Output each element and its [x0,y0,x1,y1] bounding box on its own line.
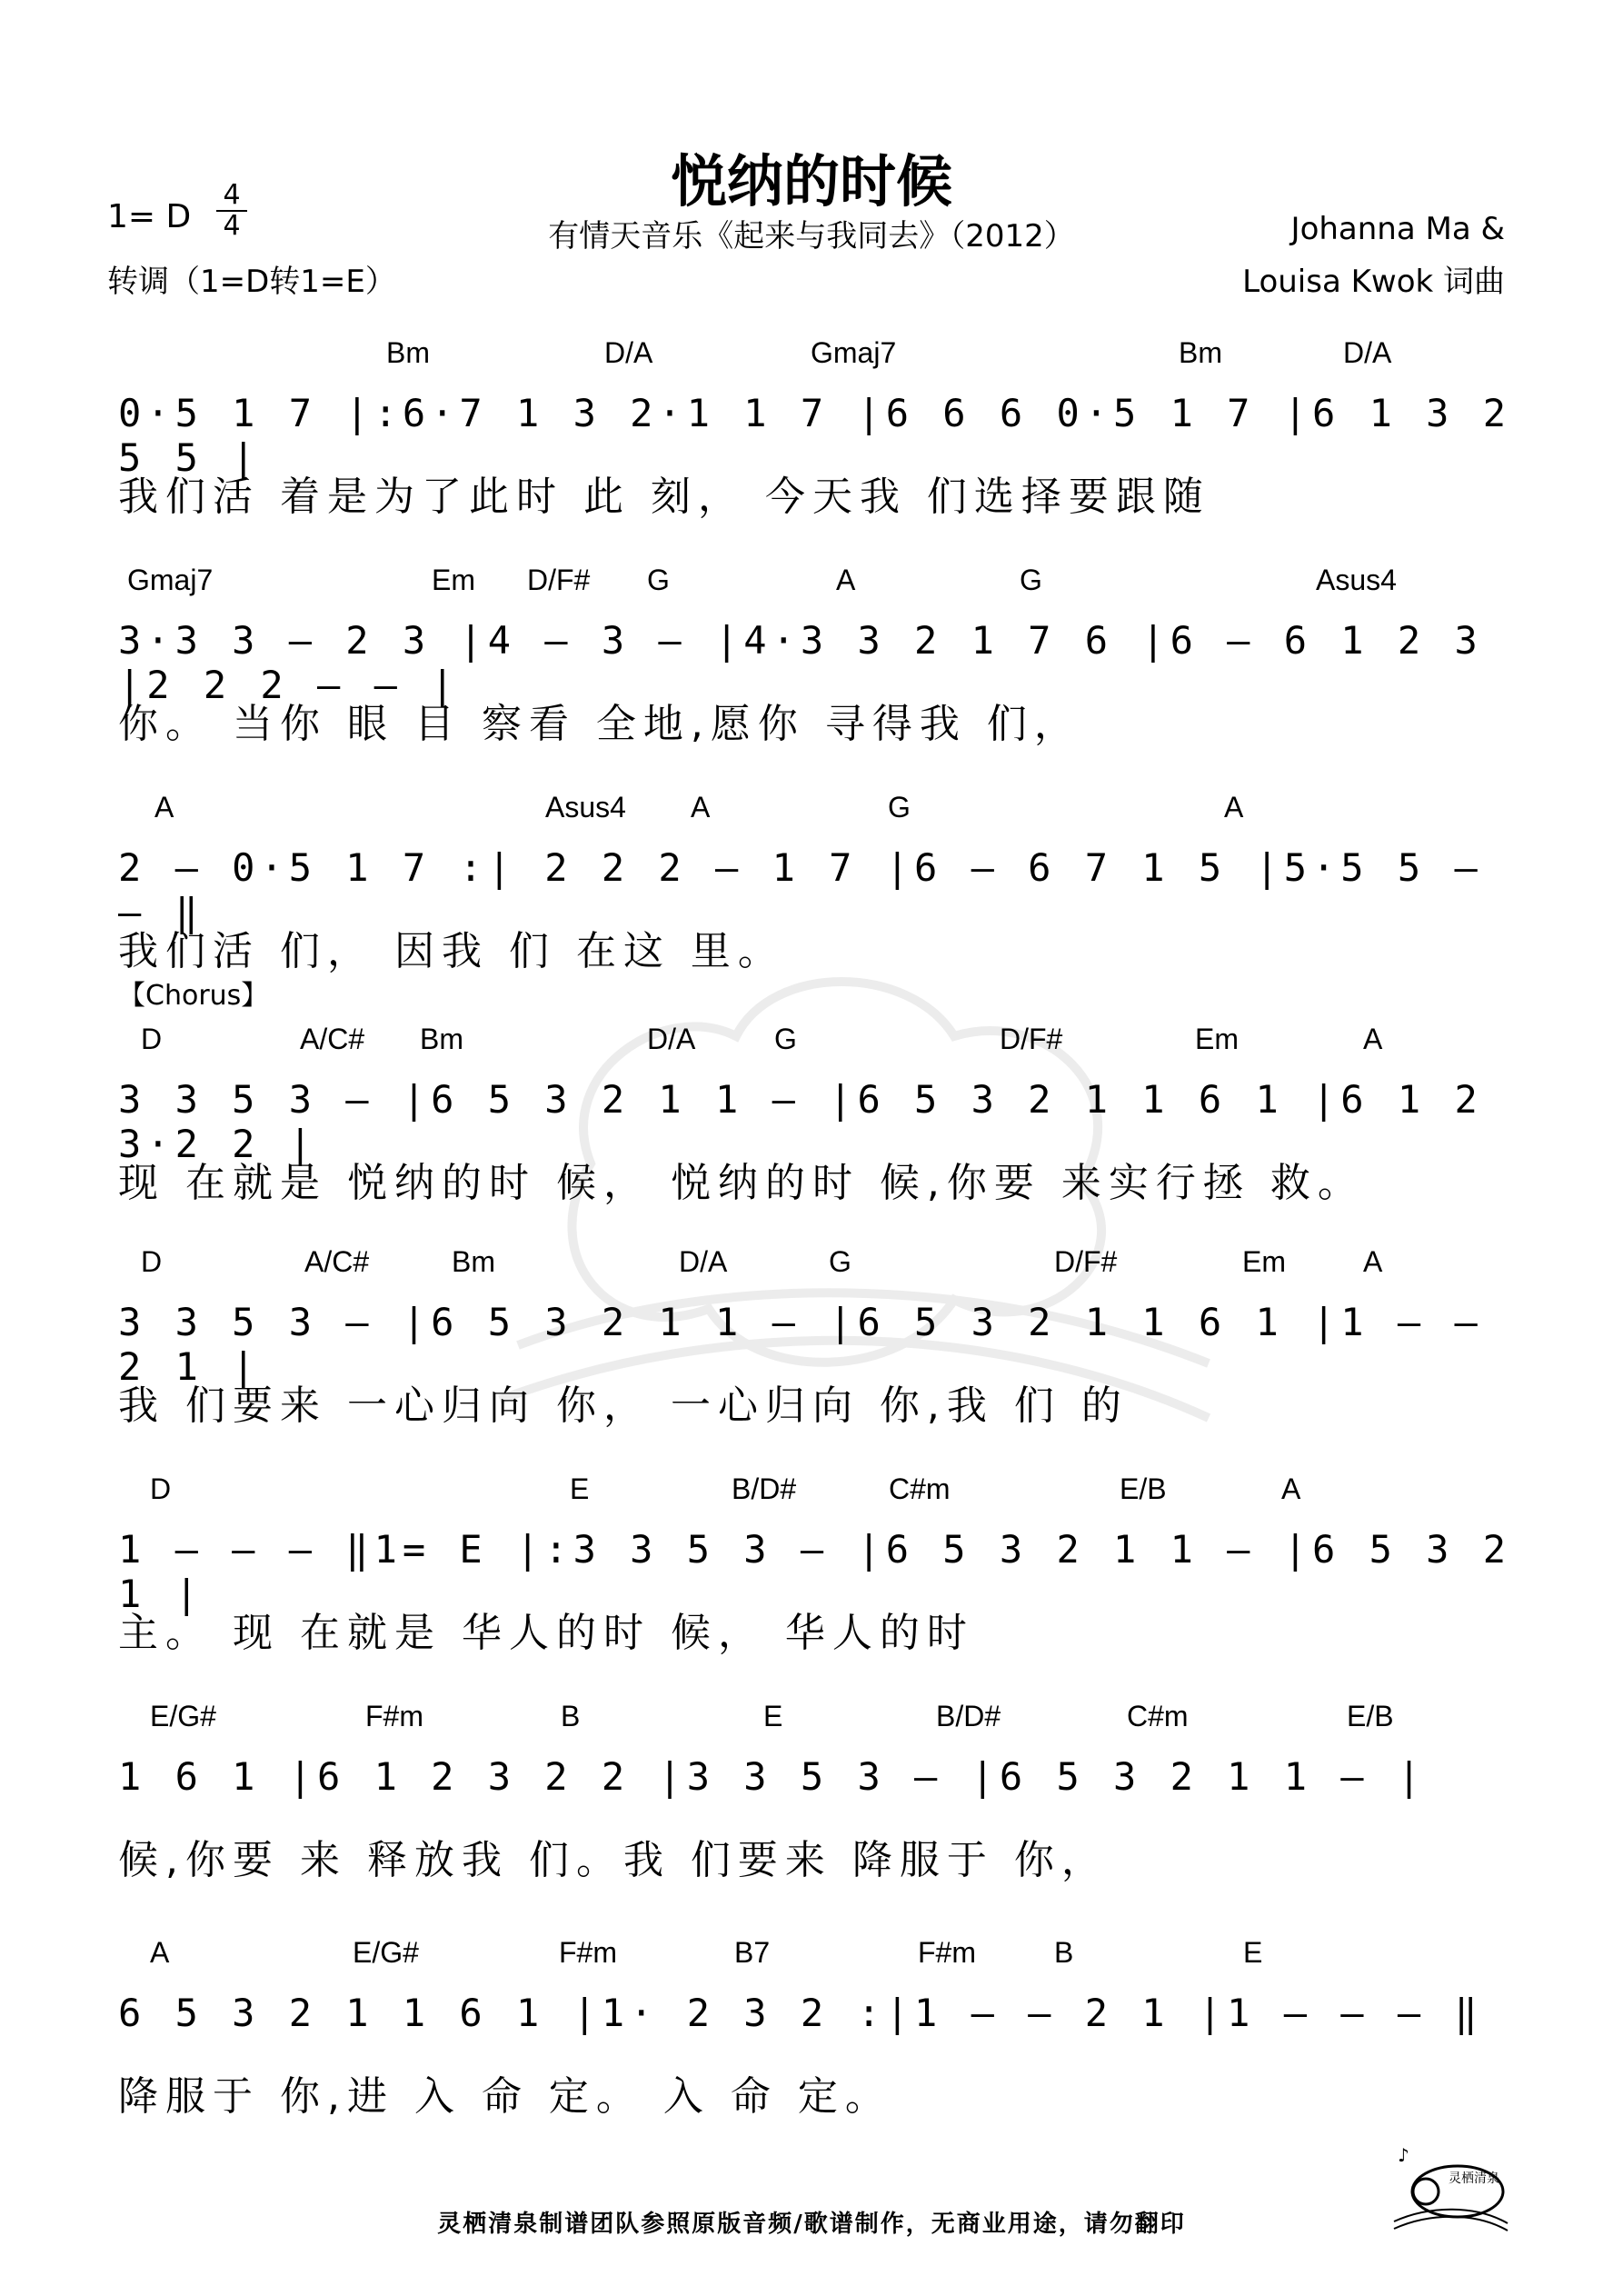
chord: A [1281,1472,1301,1505]
chord: E/B [1347,1700,1394,1732]
chord: A [691,791,711,824]
chord: D/F# [1000,1023,1063,1055]
chord: D/F# [1054,1245,1118,1278]
chord: Em [1195,1023,1239,1055]
svg-text:♪: ♪ [1398,2144,1409,2166]
chord: D/A [1343,336,1392,369]
chord: Em [432,564,475,596]
time-sig-top: 4 [223,179,241,211]
chord: G [888,791,911,824]
notation-line: 6 5 3 2 1 1 6 1 |1· 2 3 2 :|1 – – 2 1 |1 – – – ‖ [118,1991,1483,2035]
chord: B [1054,1936,1074,1969]
notation-line: 3 3 5 3 – |6 5 3 2 1 1 – |6 5 3 2 1 1 6 1 |6 1 2 3·2 2 | [118,1077,1483,1166]
chord: Asus4 [545,791,626,824]
notation-line: 3·3 3 – 2 3 |4 – 3 – |4·3 3 2 1 7 6 |6 – 6 1 2 3 |2 2 2 – – | [118,618,1483,707]
lyrics-line: 降服于 你,进 入 命 定。 入 命 定。 [118,2073,892,2120]
chord: Bm [452,1245,495,1278]
modulation-note: 转调（1=D转1=E） [107,264,396,300]
notation-line: 1 6 1 |6 1 2 3 2 2 |3 3 5 3 – |6 5 3 2 1 1 – | [118,1754,1427,1799]
chord: B7 [734,1936,771,1969]
lyrics-line: 我们活 们， 因我 们 在这 里。 [118,928,785,974]
chord: C#m [889,1472,951,1505]
chord: A [1363,1245,1383,1278]
chord: A/C# [300,1023,365,1055]
notation-line: 1 – – – ‖1= E |:3 3 5 3 – |6 5 3 2 1 1 – |6 5 3 2 1 | [118,1527,1512,1616]
chord: D/A [679,1245,728,1278]
song-title: 悦纳的时候 [670,148,952,215]
sheep-logo-icon [1385,2141,1512,2232]
chord: D [141,1245,163,1278]
chord: Bm [386,336,430,369]
chord: Bm [1179,336,1222,369]
chord: B/D# [732,1472,797,1505]
section-label: 【Chorus】 [118,980,269,1012]
chord: F#m [559,1936,617,1969]
chord: A/C# [304,1245,370,1278]
time-sig-bottom: 4 [223,210,241,242]
chord: Gmaj7 [127,564,214,596]
chord: E/G# [150,1700,216,1732]
chord: E/G# [353,1936,419,1969]
chord: A [154,791,174,824]
key-signature: 1= D [107,198,192,235]
chord: D/A [647,1023,696,1055]
source-credit: 有情天音乐《起来与我同去》（2012） [548,218,1075,255]
lyrics-line: 现 在就是 悦纳的时 候， 悦纳的时 候,你要 来实行拯 救。 [118,1160,1365,1206]
chord: B/D# [936,1700,1001,1732]
notation-line: 2 – 0·5 1 7 :| 2 2 2 – 1 7 |6 – 6 7 1 5 |5·5 5 – – ‖ [118,845,1483,934]
chord: F#m [365,1700,423,1732]
chord: E [1243,1936,1263,1969]
chord: E/B [1120,1472,1167,1505]
lyrics-line: 主。 现 在就是 华人的时 候， 华人的时 [118,1610,974,1656]
chord: Bm [420,1023,463,1055]
chord: G [774,1023,797,1055]
chord: G [1020,564,1042,596]
lyrics-line: 我们活 着是为了此时 此 刻， 今天我 们选择要跟随 [118,474,1210,520]
chord: A [1363,1023,1383,1055]
chord: D [150,1472,172,1505]
chord: D/F# [527,564,591,596]
lyrics-line: 候,你要 来 释放我 们。我 们要来 降服于 你， [118,1837,1109,1883]
chord: D/A [604,336,653,369]
footer-note: 灵栖清泉制谱团队参照原版音频/歌谱制作，无商业用途，请勿翻印 [437,2211,1186,2238]
chord: F#m [918,1936,976,1969]
chord: D [141,1023,163,1055]
chord: Em [1242,1245,1286,1278]
chord: E [570,1472,590,1505]
lyrics-line: 我 们要来 一心归向 你， 一心归向 你,我 们 的 [118,1383,1129,1429]
chord: A [150,1936,170,1969]
chord: B [561,1700,581,1732]
chord: Asus4 [1316,564,1397,596]
chord: G [829,1245,851,1278]
chord: G [647,564,670,596]
chord: Gmaj7 [811,336,897,369]
notation-line: 0·5 1 7 |:6·7 1 3 2·1 1 7 |6 6 6 0·5 1 7 |6 1 3 2 5 5 | [118,391,1512,480]
author-line-2: Louisa Kwok 词曲 [1242,264,1505,300]
author-line-1: Johanna Ma & [1290,211,1505,247]
chord: A [1224,791,1244,824]
lyrics-line: 你。 当你 眼 目 察看 全地,愿你 寻得我 们， [118,701,1081,747]
chord: A [836,564,856,596]
chord: C#m [1127,1700,1189,1732]
notation-line: 3 3 5 3 – |6 5 3 2 1 1 – |6 5 3 2 1 1 6 1 |1 – – 2 1 | [118,1300,1483,1389]
chord: E [763,1700,783,1732]
stamp-text: 灵栖清泉 [1449,2171,1499,2186]
